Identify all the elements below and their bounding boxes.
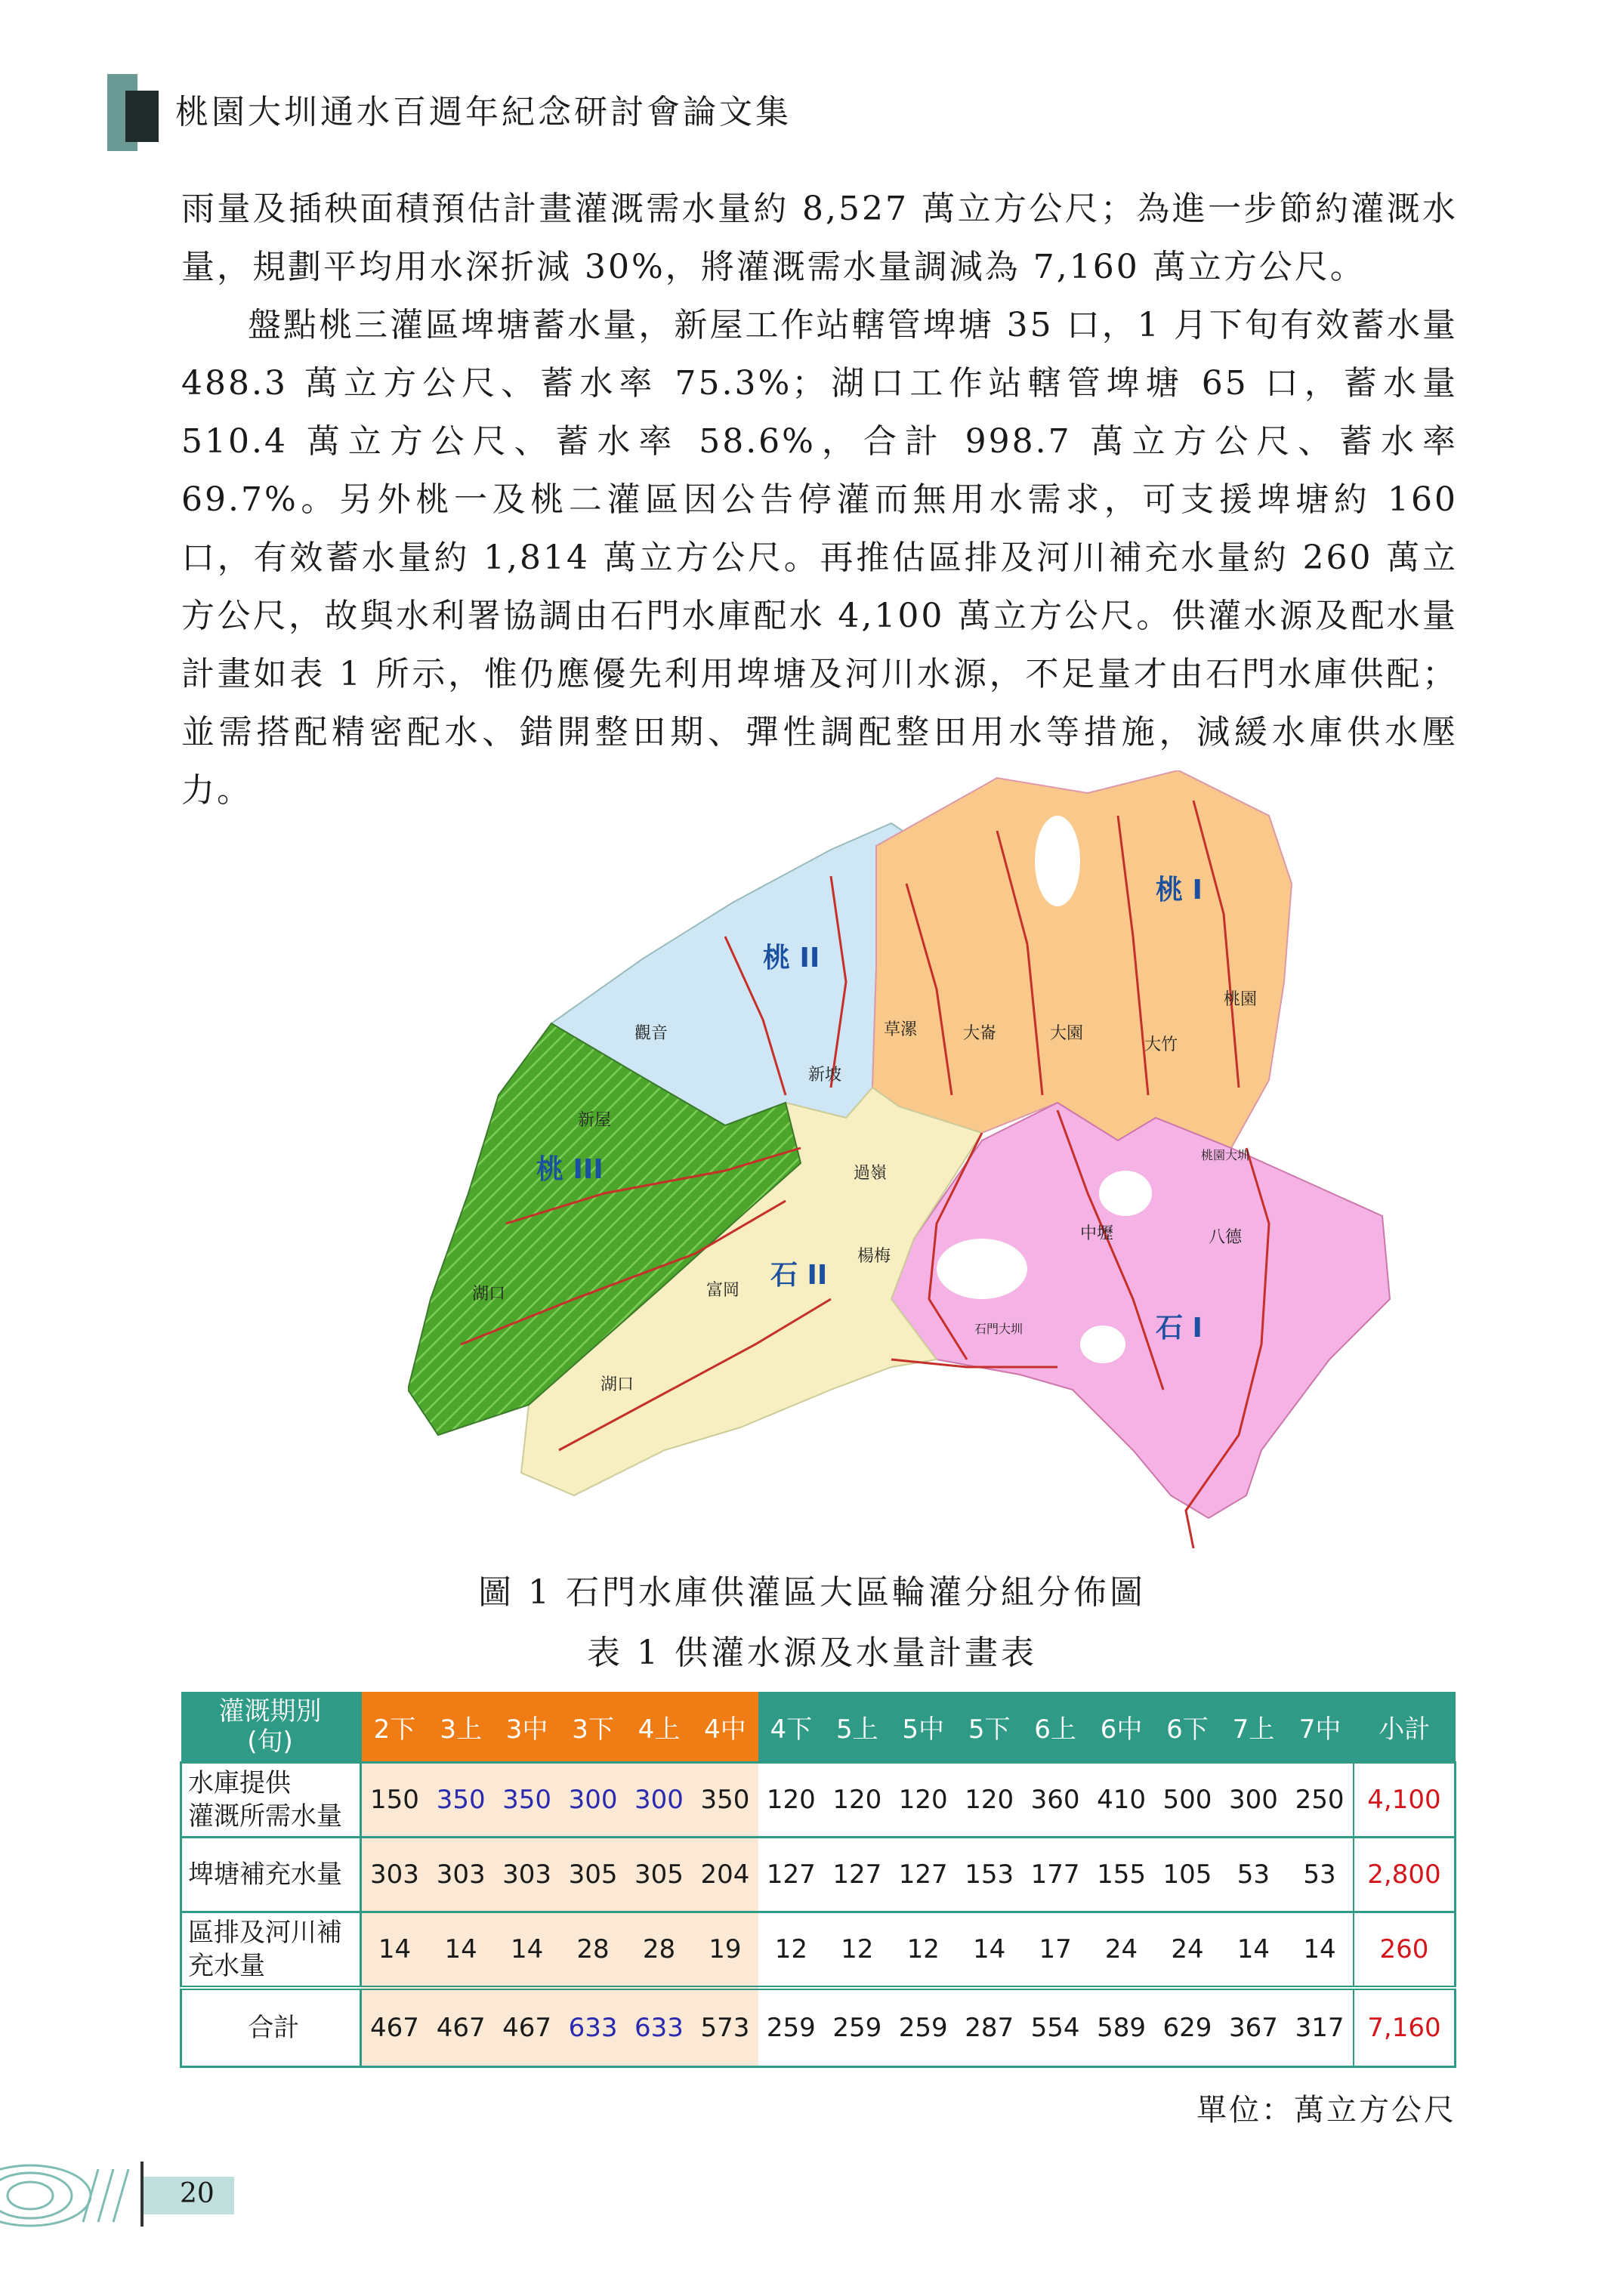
table-row-reservoir	[181, 1763, 1456, 1838]
table-cell: 467	[360, 1988, 428, 2067]
table-cell: 350	[494, 1763, 560, 1838]
table-cell: 105	[1154, 1838, 1220, 1912]
table-cell: 120	[824, 1763, 890, 1838]
period-header: 4上	[626, 1692, 692, 1763]
table-cell: 120	[956, 1763, 1022, 1838]
table-cell: 589	[1088, 1988, 1154, 2067]
table-cell: 204	[692, 1838, 758, 1912]
place-guanyin: 觀音	[634, 1024, 668, 1043]
table-cell: 573	[692, 1988, 758, 2067]
table-cell: 53	[1221, 1838, 1286, 1912]
place-canal-taoyuan: 桃園大圳	[1201, 1148, 1250, 1162]
row-total: 7,160	[1354, 1988, 1456, 2067]
table-cell: 12	[824, 1912, 890, 1989]
table-cell: 300	[1221, 1763, 1286, 1838]
table-cell: 300	[560, 1763, 625, 1838]
period-header: 5下	[956, 1692, 1022, 1763]
table-cell: 127	[824, 1838, 890, 1912]
table-cell: 14	[494, 1912, 560, 1989]
water-plan-table	[180, 1692, 1456, 2068]
table-cell: 153	[956, 1838, 1022, 1912]
row-label: 合計	[181, 1988, 361, 2067]
table-cell: 120	[891, 1763, 956, 1838]
place-dazhu: 大竹	[1144, 1035, 1178, 1054]
zone-label-tao3: 桃 III	[536, 1154, 604, 1185]
place-caoluo: 草漯	[884, 1020, 918, 1039]
table-cell: 155	[1088, 1838, 1154, 1912]
figure-caption: 圖 1 石門水庫供灌區大區輪灌分組分佈圖	[478, 1573, 1146, 1612]
table-cell: 19	[692, 1912, 758, 1989]
zone-tao1	[872, 770, 1292, 1148]
period-header: 7上	[1221, 1692, 1286, 1763]
table-cell: 367	[1221, 1988, 1286, 2067]
table-cell: 350	[692, 1763, 758, 1838]
table-cell: 305	[560, 1838, 625, 1912]
table-cell: 317	[1286, 1988, 1354, 2067]
table-cell: 177	[1022, 1838, 1088, 1912]
period-header: 6下	[1154, 1692, 1220, 1763]
table-cell: 14	[360, 1912, 428, 1989]
table-cell: 633	[626, 1988, 692, 2067]
period-header: 6上	[1022, 1692, 1088, 1763]
row-label: 埤塘補充水量	[181, 1838, 361, 1912]
table-cell: 554	[1022, 1988, 1088, 2067]
place-huko-1: 湖口	[472, 1285, 506, 1304]
table-grid	[180, 1692, 1456, 2068]
table-cell: 259	[758, 1988, 824, 2067]
place-fugang: 富岡	[706, 1281, 740, 1300]
place-xinpo: 新坡	[808, 1066, 842, 1085]
table-cell: 127	[891, 1838, 956, 1912]
table-cell: 410	[1088, 1763, 1154, 1838]
period-header: 4下	[758, 1692, 824, 1763]
place-canal-shimen: 石門大圳	[974, 1322, 1023, 1336]
irrigation-zone-map	[408, 770, 1397, 1548]
table-row-sum	[181, 1988, 1456, 2067]
table-cell: 12	[891, 1912, 956, 1989]
table-cell: 259	[891, 1988, 956, 2067]
table-cell: 287	[956, 1988, 1022, 2067]
row-total: 2,800	[1354, 1838, 1456, 1912]
period-header: 2下	[360, 1692, 428, 1763]
table-row-drainage	[181, 1912, 1456, 1989]
table-header-row	[181, 1692, 1456, 1763]
header-period-label	[181, 1692, 361, 1763]
table-cell: 467	[428, 1988, 493, 2067]
table-cell: 14	[1221, 1912, 1286, 1989]
place-guoling: 過嶺	[854, 1164, 888, 1183]
header-dark-block	[125, 91, 159, 142]
period-header: 3上	[428, 1692, 493, 1763]
period-header: 5中	[891, 1692, 956, 1763]
table-cell: 28	[626, 1912, 692, 1989]
paragraph-2: 盤點桃三灌區埤塘蓄水量，新屋工作站轄管埤塘 35 口，1 月下旬有效蓄水量 488.3 萬立方公尺、蓄水率 75.3%；湖口工作站轄管埤塘 65 口，蓄水量 510.4 萬立方公尺、蓄水率 58.6%，合計 998.7 萬立方公尺、蓄水率 69.7%。另外桃一及桃二灌區因公告停灌而無用水需求，可支援埤塘約 160 口，有效蓄水量約 1,814 萬立方公尺。再推估區排及河川補充水量約 260 萬立方公尺，故與水利署協調由石門水庫配水 4,100 萬立方公尺。供灌水源及配水量計畫如表 1 所示，惟仍應優先利用埤塘及河川水源，不足量才由石門水庫供配；並需搭配精密配水、錯開整田期、彈性調配整田用水等措施，減緩水庫供水壓力。	[181, 306, 1458, 810]
place-dayuan: 大園	[1050, 1024, 1084, 1043]
table-cell: 629	[1154, 1988, 1220, 2067]
table-cell: 14	[956, 1912, 1022, 1989]
table-cell: 360	[1022, 1763, 1088, 1838]
header-period-line2: (旬)	[247, 1727, 293, 1757]
table-cell: 127	[758, 1838, 824, 1912]
place-dananx: 大崙	[963, 1024, 997, 1043]
total-header: 小計	[1354, 1692, 1456, 1763]
table-cell: 303	[494, 1838, 560, 1912]
table-cell: 120	[758, 1763, 824, 1838]
period-header: 3中	[494, 1692, 560, 1763]
row-total: 260	[1354, 1912, 1456, 1989]
zone-label-shi2: 石 II	[770, 1260, 828, 1291]
place-bade: 八德	[1209, 1228, 1243, 1247]
period-header: 6中	[1088, 1692, 1154, 1763]
header-period-line1: 灌溉期別	[218, 1696, 322, 1727]
place-xinwu: 新屋	[578, 1111, 612, 1130]
place-zhongli: 中壢	[1080, 1224, 1114, 1243]
place-yangmei: 楊梅	[857, 1247, 891, 1266]
period-header: 5上	[824, 1692, 890, 1763]
zone-label-tao1: 桃 I	[1156, 875, 1203, 906]
table-caption: 表 1 供灌水源及水量計畫表	[587, 1634, 1037, 1672]
row-total: 4,100	[1354, 1763, 1456, 1838]
table-cell: 467	[494, 1988, 560, 2067]
table-cell: 259	[824, 1988, 890, 2067]
table-cell: 14	[428, 1912, 493, 1989]
table-cell: 305	[626, 1838, 692, 1912]
place-huko-2: 湖口	[601, 1375, 634, 1394]
paragraph-1: 雨量及插秧面積預估計畫灌溉需水量約 8,527 萬立方公尺；為進一步節約灌溉水量，規劃平均用水深折減 30%，將灌溉需水量調減為 7,160 萬立方公尺。	[181, 190, 1458, 286]
table-cell: 500	[1154, 1763, 1220, 1838]
period-header: 7中	[1286, 1692, 1354, 1763]
zone-label-shi1: 石 I	[1156, 1313, 1203, 1344]
table-cell: 303	[360, 1838, 428, 1912]
body-text	[181, 180, 1458, 819]
row-label: 區排及河川補 充水量	[181, 1912, 361, 1989]
table-cell: 17	[1022, 1912, 1088, 1989]
table-cell: 250	[1286, 1763, 1354, 1838]
running-header-title: 桃園大圳通水百週年紀念研討會論文集	[175, 93, 792, 131]
table-cell: 300	[626, 1763, 692, 1838]
map-svg	[408, 770, 1397, 1548]
table-cell: 633	[560, 1988, 625, 2067]
table-cell: 12	[758, 1912, 824, 1989]
place-taoyuan: 桃園	[1224, 990, 1258, 1009]
table-cell: 24	[1154, 1912, 1220, 1989]
zone-label-tao2: 桃 II	[763, 943, 820, 974]
footer-ring-decoration	[0, 2162, 144, 2230]
page-number: 20	[180, 2178, 215, 2209]
table-row-ponds	[181, 1838, 1456, 1912]
table-cell: 150	[360, 1763, 428, 1838]
table-cell: 14	[1286, 1912, 1354, 1989]
row-label: 水庫提供 灌溉所需水量	[181, 1763, 361, 1838]
table-cell: 28	[560, 1912, 625, 1989]
table-cell: 53	[1286, 1838, 1354, 1912]
table-cell: 24	[1088, 1912, 1154, 1989]
table-cell: 303	[428, 1838, 493, 1912]
table-unit-note: 單位：萬立方公尺	[1196, 2093, 1456, 2128]
table-cell: 350	[428, 1763, 493, 1838]
period-header: 4中	[692, 1692, 758, 1763]
period-header: 3下	[560, 1692, 625, 1763]
